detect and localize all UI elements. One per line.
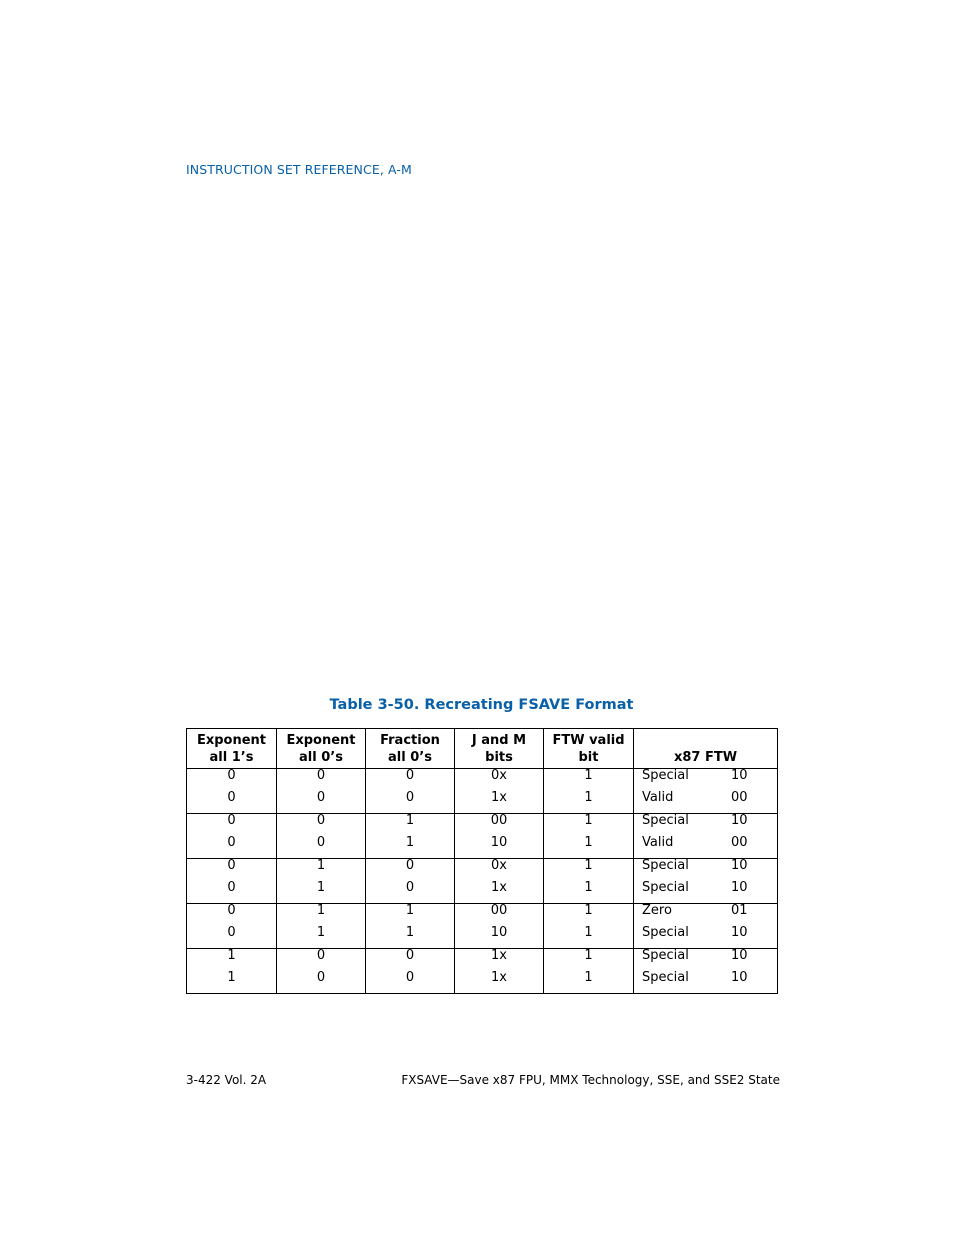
section-title-footer: FXSAVE—Save x87 FPU, MMX Technology, SSE, and SSE2 State — [401, 1073, 780, 1087]
ftw-code: 10 — [731, 768, 748, 783]
x87-ftw-cell — [634, 949, 778, 972]
fraction-all-zeros-cell: 1 — [366, 814, 455, 837]
ftw-valid-bit-cell: 1 — [544, 791, 634, 814]
ftw-label: Special — [642, 768, 689, 783]
ftw-label: Zero — [642, 903, 672, 918]
x87-ftw-cell — [634, 904, 778, 927]
ftw-label: Special — [642, 880, 689, 895]
exponent-all-ones-cell: 0 — [187, 836, 277, 859]
exponent-all-ones-cell: 0 — [187, 904, 277, 927]
table-row — [187, 949, 778, 972]
ftw-valid-bit-cell: 1 — [544, 836, 634, 859]
ftw-label: Special — [642, 948, 689, 963]
table-row — [187, 769, 778, 792]
fraction-all-zeros-cell: 0 — [366, 769, 455, 792]
column-header — [187, 729, 277, 769]
exponent-all-zeros-cell: 0 — [277, 949, 366, 972]
column-header-line1: J and M — [471, 733, 527, 748]
ftw-label: Special — [642, 858, 689, 873]
ftw-label: Valid — [642, 835, 674, 850]
ftw-label: Special — [642, 970, 689, 985]
x87-ftw-cell — [634, 926, 778, 949]
j-and-m-bits-cell: 0x — [455, 859, 544, 882]
ftw-code: 10 — [731, 925, 748, 940]
ftw-code: 01 — [731, 903, 748, 918]
j-and-m-bits-cell: 0x — [455, 769, 544, 792]
exponent-all-zeros-cell: 0 — [277, 971, 366, 994]
column-header — [366, 729, 455, 769]
ftw-label: Special — [642, 813, 689, 828]
column-header-line2: bits — [485, 750, 513, 765]
exponent-all-ones-cell: 0 — [187, 791, 277, 814]
fraction-all-zeros-cell: 1 — [366, 904, 455, 927]
ftw-label: Valid — [642, 790, 674, 805]
column-header — [277, 729, 366, 769]
j-and-m-bits-cell: 1x — [455, 881, 544, 904]
x87-ftw-cell — [634, 769, 778, 792]
j-and-m-bits-cell: 1x — [455, 971, 544, 994]
exponent-all-zeros-cell: 1 — [277, 859, 366, 882]
exponent-all-zeros-cell: 0 — [277, 836, 366, 859]
ftw-valid-bit-cell: 1 — [544, 859, 634, 882]
fraction-all-zeros-cell: 1 — [366, 926, 455, 949]
table-row — [187, 926, 778, 949]
ftw-valid-bit-cell: 1 — [544, 881, 634, 904]
exponent-all-zeros-cell: 1 — [277, 881, 366, 904]
exponent-all-ones-cell: 0 — [187, 926, 277, 949]
ftw-valid-bit-cell: 1 — [544, 926, 634, 949]
ftw-valid-bit-cell: 1 — [544, 971, 634, 994]
running-header: INSTRUCTION SET REFERENCE, A-M — [186, 162, 412, 177]
exponent-all-ones-cell: 1 — [187, 949, 277, 972]
exponent-all-zeros-cell: 0 — [277, 814, 366, 837]
ftw-code: 10 — [731, 858, 748, 873]
column-header-line2: bit — [578, 750, 599, 765]
ftw-valid-bit-cell: 1 — [544, 904, 634, 927]
exponent-all-ones-cell: 1 — [187, 971, 277, 994]
column-header — [634, 729, 778, 769]
x87-ftw-cell — [634, 881, 778, 904]
exponent-all-zeros-cell: 0 — [277, 791, 366, 814]
fsave-format-table — [186, 728, 778, 994]
x87-ftw-cell — [634, 971, 778, 994]
fraction-all-zeros-cell: 0 — [366, 791, 455, 814]
table-caption: Table 3-50. Recreating FSAVE Format — [329, 697, 634, 713]
exponent-all-ones-cell: 0 — [187, 814, 277, 837]
exponent-all-ones-cell: 0 — [187, 881, 277, 904]
j-and-m-bits-cell: 1x — [455, 791, 544, 814]
fraction-all-zeros-cell: 0 — [366, 881, 455, 904]
ftw-code: 10 — [731, 880, 748, 895]
x87-ftw-cell — [634, 791, 778, 814]
table-row — [187, 904, 778, 927]
ftw-valid-bit-cell: 1 — [544, 949, 634, 972]
ftw-code: 00 — [731, 790, 748, 805]
table-row — [187, 791, 778, 814]
exponent-all-zeros-cell: 1 — [277, 926, 366, 949]
column-header-line1: Exponent — [196, 733, 267, 748]
column-header — [455, 729, 544, 769]
exponent-all-zeros-cell: 0 — [277, 769, 366, 792]
fraction-all-zeros-cell: 1 — [366, 836, 455, 859]
column-header-line1: Fraction — [380, 733, 440, 748]
j-and-m-bits-cell: 1x — [455, 949, 544, 972]
table-row — [187, 881, 778, 904]
table-row — [187, 836, 778, 859]
column-header-line2: x87 FTW — [673, 750, 738, 765]
ftw-code: 00 — [731, 835, 748, 850]
column-header-line1: FTW valid — [552, 733, 625, 748]
j-and-m-bits-cell: 10 — [455, 926, 544, 949]
exponent-all-zeros-cell: 1 — [277, 904, 366, 927]
ftw-code: 10 — [731, 970, 748, 985]
ftw-valid-bit-cell: 1 — [544, 814, 634, 837]
ftw-label: Special — [642, 925, 689, 940]
column-header-line2: all 0’s — [299, 750, 343, 765]
j-and-m-bits-cell: 10 — [455, 836, 544, 859]
x87-ftw-cell — [634, 859, 778, 882]
column-header — [544, 729, 634, 769]
x87-ftw-cell — [634, 836, 778, 859]
j-and-m-bits-cell: 00 — [455, 814, 544, 837]
fraction-all-zeros-cell: 0 — [366, 859, 455, 882]
column-header-line2: all 1’s — [209, 750, 254, 765]
j-and-m-bits-cell: 00 — [455, 904, 544, 927]
column-header-line1: Exponent — [286, 733, 356, 748]
fraction-all-zeros-cell: 0 — [366, 949, 455, 972]
exponent-all-ones-cell: 0 — [187, 859, 277, 882]
ftw-code: 10 — [731, 813, 748, 828]
fraction-all-zeros-cell: 0 — [366, 971, 455, 994]
exponent-all-ones-cell: 0 — [187, 769, 277, 792]
table-row — [187, 971, 778, 994]
table-header-row — [187, 729, 778, 769]
x87-ftw-cell — [634, 814, 778, 837]
table-row — [187, 814, 778, 837]
ftw-valid-bit-cell: 1 — [544, 769, 634, 792]
page-number-footer: 3-422 Vol. 2A — [186, 1073, 267, 1087]
column-header-line2: all 0’s — [388, 750, 432, 765]
table-row — [187, 859, 778, 882]
ftw-code: 10 — [731, 948, 748, 963]
